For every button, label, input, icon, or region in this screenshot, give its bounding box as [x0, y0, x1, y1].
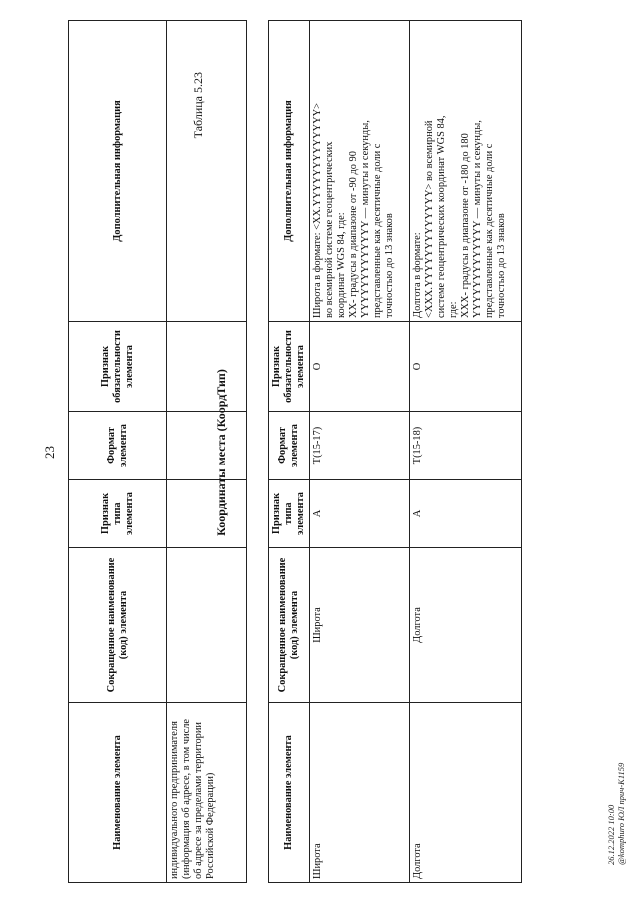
- header-required: Признак обязательности элемента: [69, 322, 167, 412]
- header-format: Формат элемента: [69, 412, 167, 480]
- page-number: 23: [42, 446, 57, 459]
- cell-format: T(15-18): [410, 412, 522, 480]
- cell-required: О: [310, 322, 410, 412]
- coordinates-table: [268, 20, 522, 883]
- table-title: Координаты места (КоордТип): [214, 369, 228, 536]
- table-row: [310, 21, 410, 883]
- cell-short-name: Широта: [310, 548, 410, 703]
- cell-short-name: Долгота: [410, 548, 522, 703]
- header-short-name: Сокращенное наименование (код) элемента: [269, 548, 310, 703]
- cell-additional-info: Долгота в формате: <XXX.YYYYYYYYYYYYY> во всемирной системе геоцентрических координат WGS 84, где: XXX- градусы в диапазоне от -180 до 180 YYYYYYYYYYYYY — минуты и секунды, представленные как десятичные доли с точностью до 13 знаков: [410, 21, 522, 322]
- cell-type: [167, 480, 247, 548]
- cell-short-name: [167, 548, 247, 703]
- header-format: Формат элемента: [269, 412, 310, 480]
- stamp-line: @komphuro ЮЛ прич-К1159: [616, 762, 626, 865]
- header-additional-info: Дополнительная информация: [69, 21, 167, 322]
- cell-element-name: индивидуального предпринимателя (информация об адресе, в том числе об адресе за пределами территории Российской Федерации): [167, 703, 247, 883]
- table-number-label: Таблица 5.23: [191, 72, 205, 139]
- cell-additional-info: Широта в формате: <XX.YYYYYYYYYYYYY> во всемирной системе геоцентрических координат WGS 84, где: XX- градусы в диапазоне от -90 до 90 YYYYYYYYYYYYY — минуты и секунды, представленные как десятичные доли с точностью до 13 знаков: [310, 21, 410, 322]
- table-header-row: [269, 21, 310, 883]
- cell-type: А: [310, 480, 410, 548]
- cell-additional-info: [167, 21, 247, 322]
- header-additional-info: Дополнительная информация: [269, 21, 310, 322]
- document-stamp: [606, 763, 626, 865]
- table-row: [410, 21, 522, 883]
- header-element-name: Наименование элемента: [269, 703, 310, 883]
- header-type: Признак типа элемента: [269, 480, 310, 548]
- cell-required: О: [410, 322, 522, 412]
- cell-element-name: Широта: [310, 703, 410, 883]
- cell-format: [167, 412, 247, 480]
- table-row: [167, 21, 247, 883]
- header-required: Признак обязательности элемента: [269, 322, 310, 412]
- table-header-row: [69, 21, 167, 883]
- cell-format: T(15-17): [310, 412, 410, 480]
- stamp-line: 26.12.2022 10:00: [606, 804, 616, 865]
- header-short-name: Сокращенное наименование (код) элемента: [69, 548, 167, 703]
- cell-element-name: Долгота: [410, 703, 522, 883]
- cell-type: А: [410, 480, 522, 548]
- cell-required: [167, 322, 247, 412]
- header-type: Признак типа элемента: [69, 480, 167, 548]
- header-element-name: Наименование элемента: [69, 703, 167, 883]
